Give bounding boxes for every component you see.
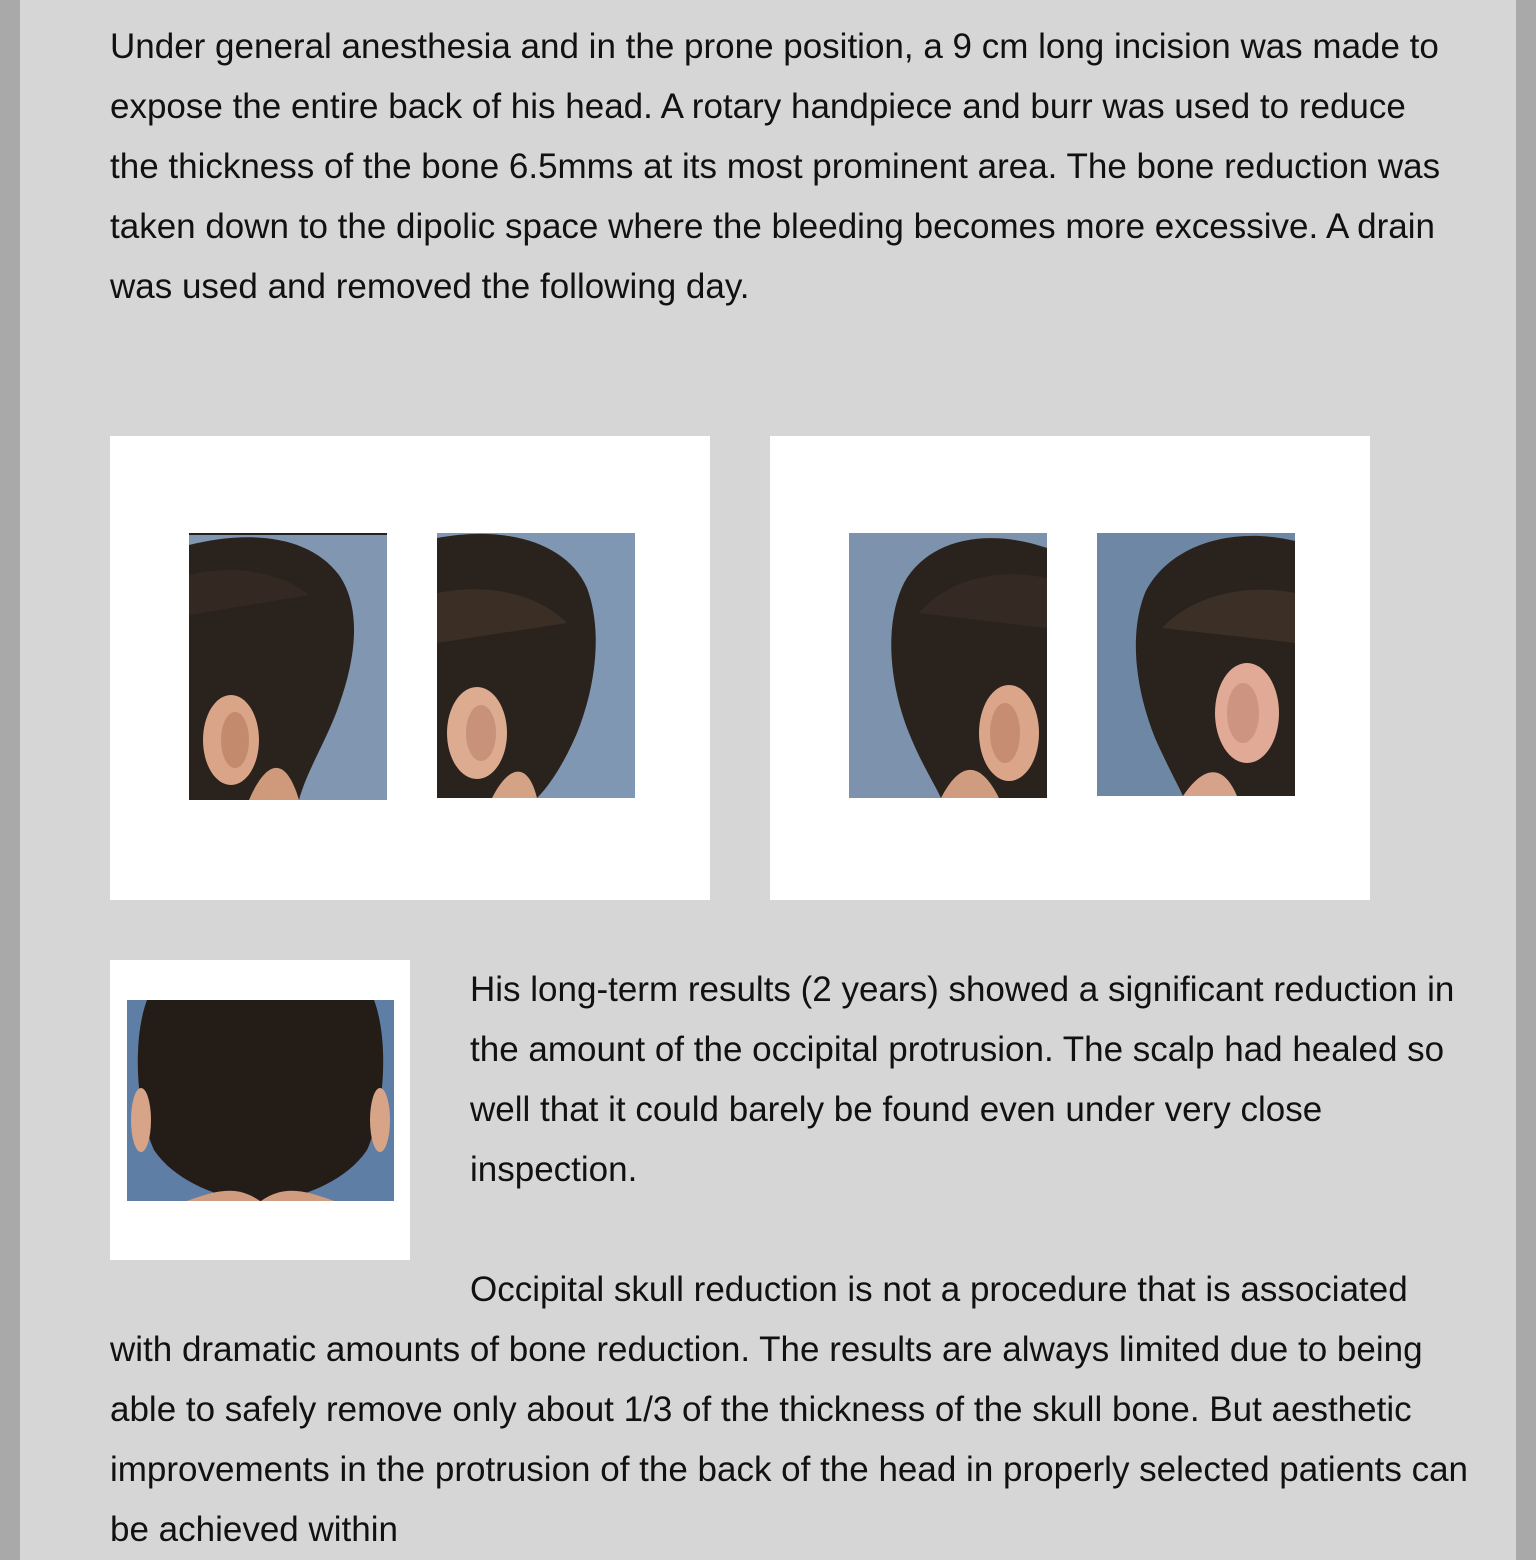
photo-after-left-profile	[437, 533, 635, 798]
figure-before-after-left	[110, 436, 710, 900]
paragraph-conclusion: Occipital skull reduction is not a procedure that is associated with dramatic amounts of bone reduction. The results are always limited due to being able to safely remove only about 1/3 of the thickness of the skull bone. But aesthetic improvements in the protrusion of the back of the head in properly selected patients can be achieved within	[110, 1270, 1469, 1549]
photo-before-left-profile	[189, 533, 387, 800]
figure-back-view	[110, 960, 410, 1260]
figure-before-after-right	[770, 436, 1370, 900]
paragraph-long-term-results: His long-term results (2 years) showed a significant reduction in the amount of the occipital protrusion. The scalp had healed so well that it could barely be found even under very close inspection.	[470, 970, 1455, 1189]
photo-back-of-head	[127, 1000, 394, 1201]
article-page	[20, 0, 1516, 1560]
paragraph-procedure: Under general anesthesia and in the prone position, a 9 cm long incision was made to expose the entire back of his head. A rotary handpiece and burr was used to reduce the thickness of the bone 6.5mms at its most prominent area. The bone reduction was taken down to the dipolic space where the bleeding becomes more excessive. A drain was used and removed the following day.	[110, 27, 1441, 306]
photo-before-right-profile	[849, 533, 1047, 798]
photo-after-right-profile	[1097, 533, 1295, 796]
